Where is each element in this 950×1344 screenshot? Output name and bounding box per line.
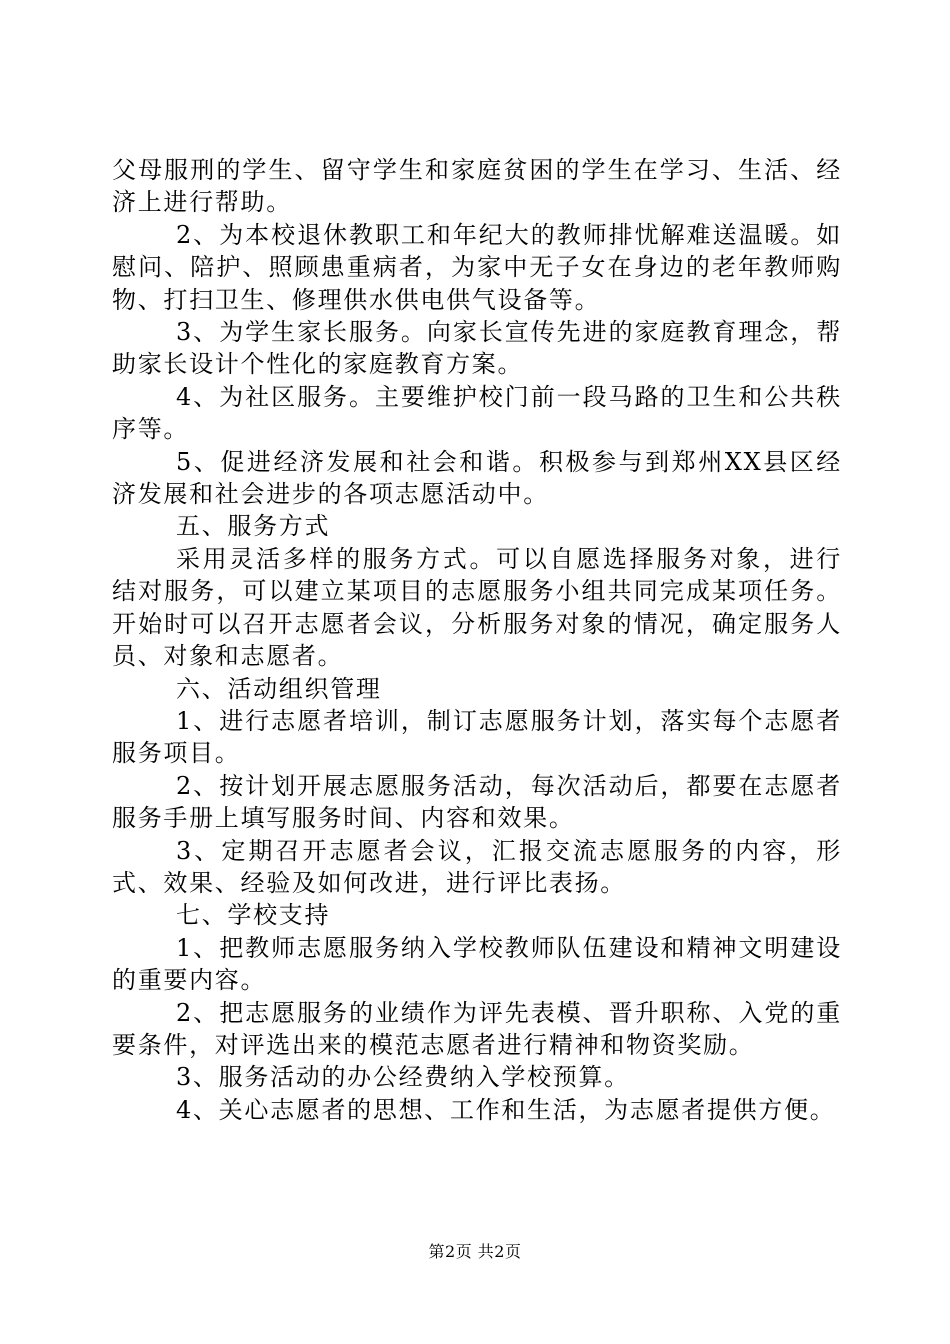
paragraph: 3、为学生家长服务。向家长宣传先进的家庭教育理念，帮助家长设计个性化的家庭教育方案。: [112, 318, 842, 379]
paragraph: 4、为社区服务。主要维护校门前一段马路的卫生和公共秩序等。: [112, 382, 842, 444]
paragraph: 5、促进经济发展和社会和谐。积极参与到郑州XX县区经济发展和社会进步的各项志愿活动中。: [112, 447, 842, 509]
paragraph: 1、进行志愿者培训，制订志愿服务计划，落实每个志愿者服务项目。: [112, 706, 842, 768]
paragraph: 2、为本校退休教职工和年纪大的教师排忧解难送温暖。如慰问、陪护、照顾患重病者，为家中无子女在身边的老年教师购物、打扫卫生、修理供水供电供气设备等。: [112, 220, 842, 314]
paragraph: 父母服刑的学生、留守学生和家庭贫困的学生在学习、生活、经济上进行帮助。: [112, 156, 842, 217]
paragraph: 3、定期召开志愿者会议，汇报交流志愿服务的内容，形式、效果、经验及如何改进，进行评比表扬。: [112, 836, 842, 897]
document-body: [112, 154, 842, 1126]
section-heading: 六、活动组织管理: [176, 674, 382, 703]
paragraph: 2、按计划开展志愿服务活动，每次活动后，都要在志愿者服务手册上填写服务时间、内容和效果。: [112, 771, 842, 833]
paragraph: 1、把教师志愿服务纳入学校教师队伍建设和精神文明建设的重要内容。: [112, 933, 842, 995]
paragraph: 2、把志愿服务的业绩作为评先表模、晋升职称、入党的重要条件，对评选出来的模范志愿者进行精神和物资奖励。: [112, 998, 842, 1059]
section-heading: 五、服务方式: [176, 512, 331, 541]
paragraph: 3、服务活动的办公经费纳入学校预算。: [176, 1063, 630, 1092]
section-heading: 七、学校支持: [176, 901, 331, 930]
page-number-footer: 第2页 共2页: [428, 1242, 522, 1261]
paragraph: 采用灵活多样的服务方式。可以自愿选择服务对象，进行结对服务，可以建立某项目的志愿服务小组共同完成某项任务。开始时可以召开志愿者会议，分析服务对象的情况，确定服务人员、对象和志愿者。: [112, 544, 842, 671]
paragraph: 4、关心志愿者的思想、工作和生活，为志愿者提供方便。: [176, 1095, 836, 1124]
